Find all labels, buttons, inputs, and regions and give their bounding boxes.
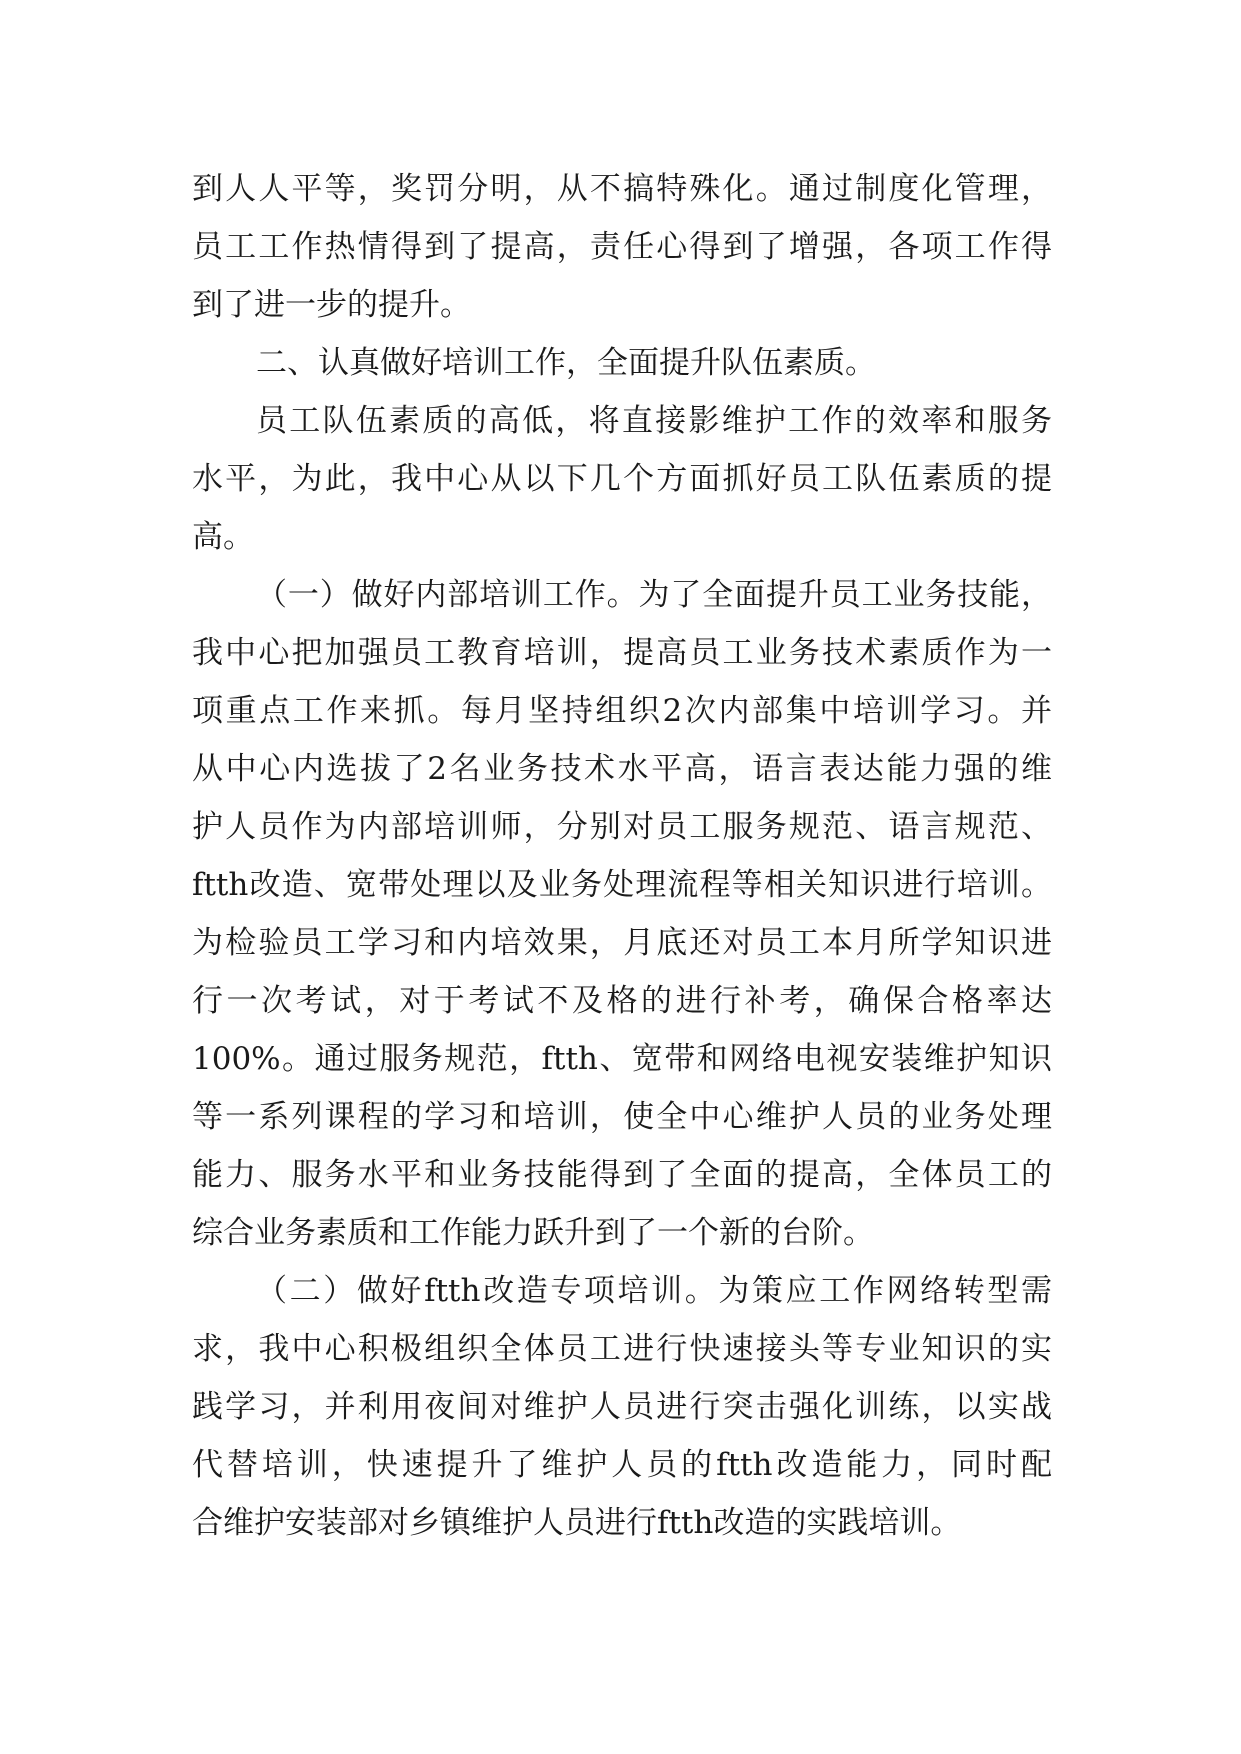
- text-line: （二）做好ftth改造专项培训。为策应工作网络转型需: [256, 1273, 1052, 1309]
- text-line: 代替培训，快速提升了维护人员的ftth改造能力，同时配: [192, 1447, 1052, 1483]
- text-line: 我中心把加强员工教育培训，提高员工业务技术素质作为一: [192, 635, 1052, 671]
- text-line: 100%。通过服务规范，ftth、宽带和网络电视安装维护知识: [192, 1041, 1052, 1077]
- text-line: 合维护安装部对乡镇维护人员进行ftth改造的实践培训。: [192, 1505, 962, 1541]
- text-line: 员工工作热情得到了提高，责任心得到了增强，各项工作得: [192, 229, 1052, 265]
- text-line: 员工队伍素质的高低，将直接影维护工作的效率和服务: [256, 403, 1052, 439]
- text-line: 到了进一步的提升。: [192, 287, 471, 323]
- text-line: 项重点工作来抓。每月坚持组织2次内部集中培训学习。并: [192, 693, 1052, 729]
- text-line: 行一次考试，对于考试不及格的进行补考，确保合格率达: [192, 983, 1052, 1019]
- text-line: 到人人平等，奖罚分明，从不搞特殊化。通过制度化管理，: [192, 171, 1052, 207]
- text-line: 护人员作为内部培训师，分别对员工服务规范、语言规范、: [192, 809, 1052, 845]
- text-line: 求，我中心积极组织全体员工进行快速接头等专业知识的实: [192, 1331, 1052, 1367]
- text-line: 能力、服务水平和业务技能得到了全面的提高，全体员工的: [192, 1157, 1052, 1193]
- text-line: 水平，为此，我中心从以下几个方面抓好员工队伍素质的提: [192, 461, 1052, 497]
- text-line: 综合业务素质和工作能力跃升到了一个新的台阶。: [192, 1215, 874, 1251]
- text-line: 等一系列课程的学习和培训，使全中心维护人员的业务处理: [192, 1099, 1052, 1135]
- section-heading: 二、认真做好培训工作，全面提升队伍素质。: [256, 345, 876, 381]
- text-line: 从中心内选拔了2名业务技术水平高，语言表达能力强的维: [192, 751, 1052, 787]
- text-line: （一）做好内部培训工作。为了全面提升员工业务技能，: [256, 577, 1052, 613]
- text-line: ftth改造、宽带处理以及业务处理流程等相关知识进行培训。: [192, 867, 1052, 903]
- text-line: 高。: [192, 519, 254, 555]
- text-line: 为检验员工学习和内培效果，月底还对员工本月所学知识进: [192, 925, 1052, 961]
- text-line: 践学习，并利用夜间对维护人员进行突击强化训练，以实战: [192, 1389, 1052, 1425]
